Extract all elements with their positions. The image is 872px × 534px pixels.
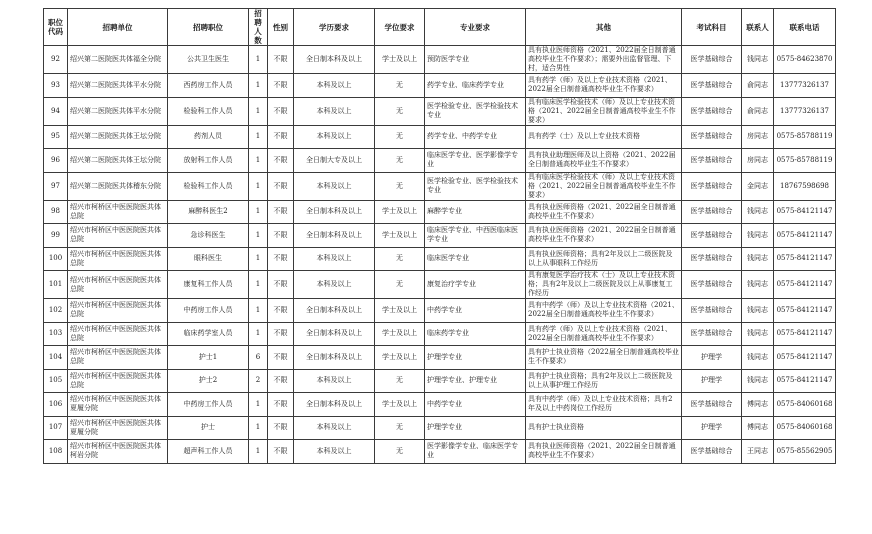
cell-phone: 0575-85562905: [774, 440, 836, 464]
cell-gender: 不限: [268, 172, 294, 200]
cell-unit: 绍兴第二医院医共体王坛分院: [68, 149, 168, 173]
cell-position: 眼科医生: [168, 247, 249, 271]
cell-count: 1: [249, 200, 268, 224]
cell-contact: 傅同志: [742, 393, 774, 417]
cell-major: 预防医学专业: [425, 46, 526, 74]
cell-position: 放射科工作人员: [168, 149, 249, 173]
cell-count: 1: [249, 74, 268, 98]
table-body: [44, 46, 836, 464]
cell-subject: 医学基础综合: [682, 271, 742, 299]
cell-unit: 绍兴市柯桥区中医医院医共体总院: [68, 271, 168, 299]
cell-degree: 无: [375, 125, 425, 149]
cell-other: 具有临床医学检验技术（师）及以上专业技术资格（2021、2022届全日制普通高校毕业生不作要求）: [526, 97, 682, 125]
table-row: [44, 346, 836, 370]
cell-subject: 医学基础综合: [682, 322, 742, 346]
cell-major: 康复治疗学专业: [425, 271, 526, 299]
cell-other: 具有护士执业资格（2022届全日制普通高校毕业生不作要求）: [526, 346, 682, 370]
cell-major: 护理学专业: [425, 416, 526, 440]
cell-phone: 0575-85788119: [774, 125, 836, 149]
cell-degree: 学士及以上: [375, 200, 425, 224]
cell-contact: 钱同志: [742, 346, 774, 370]
cell-code: 107: [44, 416, 68, 440]
cell-position: 药剂人员: [168, 125, 249, 149]
cell-degree: 无: [375, 149, 425, 173]
header-position: 招聘职位: [168, 9, 249, 46]
cell-count: 1: [249, 271, 268, 299]
cell-other: 具有康复医学治疗技术（士）及以上专业技术资格；具有2年及以上二级医院及以上从事康复工作经历: [526, 271, 682, 299]
cell-position: 护士2: [168, 369, 249, 393]
cell-phone: 0575-84060168: [774, 393, 836, 417]
cell-unit: 绍兴市柯桥区中医医院医共体总院: [68, 299, 168, 323]
header-degree: 学位要求: [375, 9, 425, 46]
table-row: [44, 322, 836, 346]
cell-education: 本科及以上: [294, 271, 375, 299]
cell-count: 1: [249, 172, 268, 200]
cell-education: 全日制本科及以上: [294, 224, 375, 248]
cell-major: 医学检验专业、医学检验技术专业: [425, 172, 526, 200]
cell-gender: 不限: [268, 125, 294, 149]
cell-code: 102: [44, 299, 68, 323]
cell-education: 全日制本科及以上: [294, 46, 375, 74]
cell-phone: 18767598698: [774, 172, 836, 200]
cell-other: 具有执业医师资格（2021、2022届全日制普通高校毕业生不作要求）: [526, 440, 682, 464]
cell-education: 本科及以上: [294, 97, 375, 125]
cell-unit: 绍兴第二医院医共体平水分院: [68, 74, 168, 98]
cell-education: 本科及以上: [294, 125, 375, 149]
header-code: 职位代码: [44, 9, 68, 46]
cell-education: 本科及以上: [294, 172, 375, 200]
cell-phone: 0575-84060168: [774, 416, 836, 440]
cell-degree: 无: [375, 172, 425, 200]
cell-gender: 不限: [268, 393, 294, 417]
table-row: [44, 224, 836, 248]
cell-position: 检验科工作人员: [168, 172, 249, 200]
cell-education: 全日制本科及以上: [294, 200, 375, 224]
cell-unit: 绍兴市柯桥区中医医院医共体总院: [68, 200, 168, 224]
cell-unit: 绍兴市柯桥区中医医院医共体总院: [68, 224, 168, 248]
cell-position: 超声科工作人员: [168, 440, 249, 464]
cell-gender: 不限: [268, 322, 294, 346]
cell-subject: 医学基础综合: [682, 74, 742, 98]
cell-other: 具有执业医师资格（2021、2022届全日制普通高校毕业生不作要求）: [526, 200, 682, 224]
cell-major: 护理学专业: [425, 346, 526, 370]
cell-degree: 学士及以上: [375, 393, 425, 417]
cell-code: 100: [44, 247, 68, 271]
cell-subject: 医学基础综合: [682, 440, 742, 464]
cell-subject: 医学基础综合: [682, 46, 742, 74]
cell-degree: 无: [375, 74, 425, 98]
cell-gender: 不限: [268, 74, 294, 98]
cell-count: 1: [249, 440, 268, 464]
cell-degree: 无: [375, 271, 425, 299]
header-gender: 性别: [268, 9, 294, 46]
cell-gender: 不限: [268, 440, 294, 464]
cell-count: 1: [249, 224, 268, 248]
cell-gender: 不限: [268, 247, 294, 271]
cell-education: 全日制本科及以上: [294, 346, 375, 370]
cell-gender: 不限: [268, 46, 294, 74]
cell-position: 康复科工作人员: [168, 271, 249, 299]
cell-major: 临床药学专业: [425, 322, 526, 346]
table-row: [44, 271, 836, 299]
cell-unit: 绍兴市柯桥区中医医院医共体总院: [68, 322, 168, 346]
cell-other: 具有护士执业资格；具有2年及以上二级医院及以上从事护理工作经历: [526, 369, 682, 393]
cell-degree: 无: [375, 247, 425, 271]
table-row: [44, 149, 836, 173]
cell-education: 全日制大专及以上: [294, 149, 375, 173]
cell-contact: 俞同志: [742, 97, 774, 125]
cell-subject: 护理学: [682, 346, 742, 370]
cell-degree: 学士及以上: [375, 322, 425, 346]
cell-major: 临床医学专业: [425, 247, 526, 271]
header-unit: 招聘单位: [68, 9, 168, 46]
cell-other: 具有执业医师资格；具有2年及以上二级医院及以上从事眼科工作经历: [526, 247, 682, 271]
cell-degree: 无: [375, 440, 425, 464]
cell-code: 103: [44, 322, 68, 346]
header-education: 学历要求: [294, 9, 375, 46]
cell-other: 具有中药学（师）及以上专业技术资格；具有2年及以上中药岗位工作经历: [526, 393, 682, 417]
cell-code: 98: [44, 200, 68, 224]
cell-code: 99: [44, 224, 68, 248]
header-other: 其他: [526, 9, 682, 46]
cell-unit: 绍兴第二医院医共体福全分院: [68, 46, 168, 74]
cell-gender: 不限: [268, 346, 294, 370]
header-phone: 联系电话: [774, 9, 836, 46]
cell-phone: 0575-84623870: [774, 46, 836, 74]
table-row: [44, 97, 836, 125]
cell-code: 95: [44, 125, 68, 149]
cell-major: 临床医学专业、中西医临床医学专业: [425, 224, 526, 248]
header-contact: 联系人: [742, 9, 774, 46]
cell-code: 97: [44, 172, 68, 200]
cell-gender: 不限: [268, 369, 294, 393]
cell-subject: 医学基础综合: [682, 247, 742, 271]
cell-degree: 无: [375, 97, 425, 125]
cell-unit: 绍兴市柯桥区中医医院医共体夏履分院: [68, 416, 168, 440]
cell-degree: 学士及以上: [375, 46, 425, 74]
cell-position: 麻醉科医生2: [168, 200, 249, 224]
cell-phone: 0575-84121147: [774, 346, 836, 370]
header-major: 专业要求: [425, 9, 526, 46]
cell-count: 1: [249, 322, 268, 346]
cell-subject: 医学基础综合: [682, 97, 742, 125]
recruitment-table-sheet: [43, 8, 836, 464]
cell-gender: 不限: [268, 224, 294, 248]
cell-code: 104: [44, 346, 68, 370]
cell-other: 具有临床医学检验技术（师）及以上专业技术资格（2021、2022届全日制普通高校毕业生不作要求）: [526, 172, 682, 200]
cell-education: 本科及以上: [294, 416, 375, 440]
table-row: [44, 172, 836, 200]
cell-contact: 钱同志: [742, 200, 774, 224]
cell-subject: 医学基础综合: [682, 172, 742, 200]
cell-major: 中药学专业: [425, 393, 526, 417]
cell-position: 检验科工作人员: [168, 97, 249, 125]
table-row: [44, 369, 836, 393]
cell-count: 1: [249, 299, 268, 323]
table-row: [44, 125, 836, 149]
cell-phone: 0575-84121147: [774, 322, 836, 346]
cell-count: 1: [249, 416, 268, 440]
table-row: [44, 299, 836, 323]
cell-contact: 钱同志: [742, 247, 774, 271]
cell-major: 中药学专业: [425, 299, 526, 323]
cell-count: 1: [249, 149, 268, 173]
cell-phone: 0575-84121147: [774, 224, 836, 248]
table-row: [44, 416, 836, 440]
table-row: [44, 46, 836, 74]
cell-phone: 0575-84121147: [774, 247, 836, 271]
cell-major: 医学影像学专业、临床医学专业: [425, 440, 526, 464]
cell-other: 具有中药学（师）及以上专业技术资格（2021、2022届全日制普通高校毕业生不作要求）: [526, 299, 682, 323]
cell-position: 中药房工作人员: [168, 299, 249, 323]
table-row: [44, 74, 836, 98]
cell-contact: 钱同志: [742, 224, 774, 248]
cell-code: 92: [44, 46, 68, 74]
cell-major: 护理学专业、护理专业: [425, 369, 526, 393]
cell-degree: 无: [375, 369, 425, 393]
cell-gender: 不限: [268, 416, 294, 440]
cell-code: 108: [44, 440, 68, 464]
cell-code: 106: [44, 393, 68, 417]
cell-other: 具有执业助理医师及以上资格（2021、2022届全日制普通高校毕业生不作要求）: [526, 149, 682, 173]
header-count: 招聘人数: [249, 9, 268, 46]
cell-other: 具有药学（士）及以上专业技术资格: [526, 125, 682, 149]
cell-major: 麻醉学专业: [425, 200, 526, 224]
cell-count: 1: [249, 247, 268, 271]
cell-phone: 0575-85788119: [774, 149, 836, 173]
cell-code: 96: [44, 149, 68, 173]
cell-other: 具有护士执业资格: [526, 416, 682, 440]
cell-major: 药学专业、中药学专业: [425, 125, 526, 149]
cell-major: 药学专业、临床药学专业: [425, 74, 526, 98]
cell-unit: 绍兴市柯桥区中医医院医共体总院: [68, 247, 168, 271]
cell-contact: 钱同志: [742, 299, 774, 323]
cell-contact: 王同志: [742, 440, 774, 464]
cell-education: 本科及以上: [294, 369, 375, 393]
cell-education: 本科及以上: [294, 74, 375, 98]
cell-other: 具有执业医师资格（2021、2022届全日制普通高校毕业生不作要求）: [526, 224, 682, 248]
cell-subject: 护理学: [682, 416, 742, 440]
cell-code: 93: [44, 74, 68, 98]
cell-phone: 13777326137: [774, 97, 836, 125]
cell-code: 94: [44, 97, 68, 125]
cell-phone: 0575-84121147: [774, 369, 836, 393]
cell-subject: 医学基础综合: [682, 125, 742, 149]
cell-education: 全日制本科及以上: [294, 322, 375, 346]
cell-gender: 不限: [268, 271, 294, 299]
cell-position: 公共卫生医生: [168, 46, 249, 74]
cell-subject: 医学基础综合: [682, 200, 742, 224]
cell-unit: 绍兴市柯桥区中医医院医共体夏履分院: [68, 393, 168, 417]
cell-code: 105: [44, 369, 68, 393]
cell-subject: 医学基础综合: [682, 393, 742, 417]
cell-count: 1: [249, 393, 268, 417]
cell-count: 2: [249, 369, 268, 393]
header-subject: 考试科目: [682, 9, 742, 46]
cell-code: 101: [44, 271, 68, 299]
cell-other: 具有药学（师）及以上专业技术资格（2021、2022届全日制普通高校毕业生不作要求）: [526, 322, 682, 346]
cell-gender: 不限: [268, 149, 294, 173]
cell-contact: 钱同志: [742, 271, 774, 299]
cell-degree: 学士及以上: [375, 299, 425, 323]
cell-subject: 医学基础综合: [682, 149, 742, 173]
cell-education: 本科及以上: [294, 440, 375, 464]
cell-contact: 钱同志: [742, 322, 774, 346]
cell-phone: 0575-84121147: [774, 200, 836, 224]
cell-gender: 不限: [268, 200, 294, 224]
cell-unit: 绍兴第二医院医共体王坛分院: [68, 125, 168, 149]
cell-unit: 绍兴市柯桥区中医医院医共体总院: [68, 346, 168, 370]
cell-other: 具有执业医师资格（2021、2022届全日制普通高校毕业生不作要求）；需要外出监督管理、下村，适合男性: [526, 46, 682, 74]
cell-unit: 绍兴第二医院医共体平水分院: [68, 97, 168, 125]
cell-major: 医学检验专业、医学检验技术专业: [425, 97, 526, 125]
cell-count: 1: [249, 46, 268, 74]
cell-gender: 不限: [268, 299, 294, 323]
cell-unit: 绍兴市柯桥区中医医院医共体柯岩分院: [68, 440, 168, 464]
table-row: [44, 247, 836, 271]
cell-phone: 13777326137: [774, 74, 836, 98]
cell-phone: 0575-84121147: [774, 299, 836, 323]
cell-degree: 无: [375, 416, 425, 440]
table-row: [44, 393, 836, 417]
cell-phone: 0575-84121147: [774, 271, 836, 299]
cell-position: 临床药学室人员: [168, 322, 249, 346]
cell-education: 全日制本科及以上: [294, 299, 375, 323]
cell-education: 本科及以上: [294, 247, 375, 271]
table-header-row: [44, 9, 836, 46]
table-row: [44, 440, 836, 464]
cell-degree: 学士及以上: [375, 346, 425, 370]
cell-contact: 房同志: [742, 125, 774, 149]
cell-subject: 护理学: [682, 369, 742, 393]
cell-position: 护士: [168, 416, 249, 440]
cell-contact: 钱同志: [742, 46, 774, 74]
cell-count: 6: [249, 346, 268, 370]
cell-contact: 钱同志: [742, 369, 774, 393]
cell-position: 急诊科医生: [168, 224, 249, 248]
recruitment-table: [43, 8, 836, 464]
cell-contact: 傅同志: [742, 416, 774, 440]
cell-count: 1: [249, 125, 268, 149]
cell-contact: 金同志: [742, 172, 774, 200]
cell-position: 西药房工作人员: [168, 74, 249, 98]
cell-contact: 俞同志: [742, 74, 774, 98]
cell-other: 具有药学（师）及以上专业技术资格（2021、2022届全日制普通高校毕业生不作要求）: [526, 74, 682, 98]
cell-subject: 医学基础综合: [682, 299, 742, 323]
cell-unit: 绍兴第二医院医共体稽东分院: [68, 172, 168, 200]
cell-position: 中药房工作人员: [168, 393, 249, 417]
cell-degree: 学士及以上: [375, 224, 425, 248]
cell-position: 护士1: [168, 346, 249, 370]
cell-major: 临床医学专业、医学影像学专业: [425, 149, 526, 173]
table-row: [44, 200, 836, 224]
cell-contact: 房同志: [742, 149, 774, 173]
cell-subject: 医学基础综合: [682, 224, 742, 248]
cell-unit: 绍兴市柯桥区中医医院医共体总院: [68, 369, 168, 393]
cell-count: 1: [249, 97, 268, 125]
cell-gender: 不限: [268, 97, 294, 125]
cell-education: 全日制本科及以上: [294, 393, 375, 417]
